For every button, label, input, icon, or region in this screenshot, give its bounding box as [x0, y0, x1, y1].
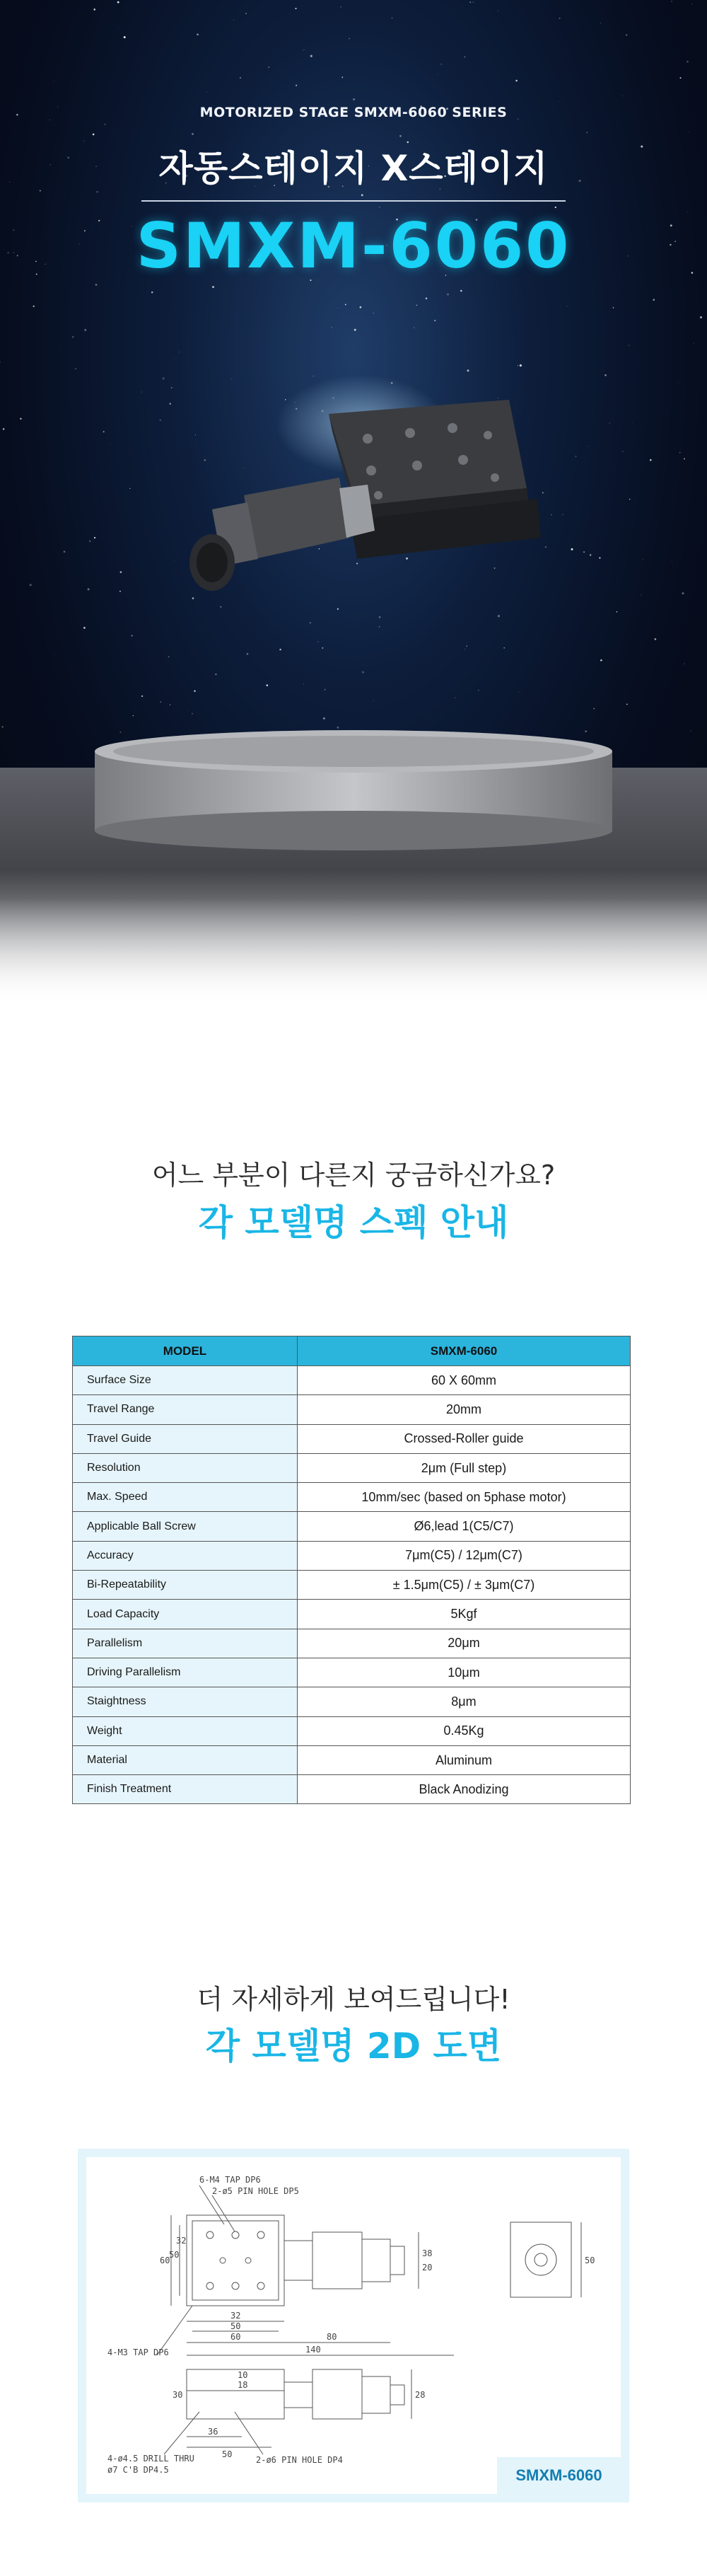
annotation-pin-hole-5: 2-ø5 PIN HOLE DP5: [212, 2186, 299, 2196]
dim-38: 38: [422, 2248, 433, 2258]
spec-row: [73, 1600, 631, 1629]
spec-table-header: [73, 1336, 631, 1366]
dim-140: 140: [305, 2345, 321, 2355]
spec-label: Material: [73, 1745, 298, 1774]
annotation-tap-m4: 6-M4 TAP DP6: [199, 2175, 261, 2185]
spec-row: [73, 1716, 631, 1745]
dim-50c: 50: [222, 2449, 233, 2459]
spec-row: [73, 1512, 631, 1541]
spec-value: 2μm (Full step): [298, 1453, 631, 1482]
dim-36: 36: [208, 2427, 218, 2437]
spec-value: 10μm: [298, 1658, 631, 1687]
annotation-drill: 4-ø4.5 DRILL THRU: [107, 2454, 194, 2464]
drawing-model-tag: SMXM-6060: [497, 2457, 621, 2494]
spec-value: Ø6,lead 1(C5/C7): [298, 1512, 631, 1541]
spec-table: [72, 1336, 631, 1804]
spec-value: 7μm(C5) / 12μm(C7): [298, 1541, 631, 1570]
dim-60b: 60: [230, 2332, 241, 2342]
spec-question: 어느 부분이 다른지 궁금하신가요?: [151, 1160, 556, 1191]
spec-row: [73, 1658, 631, 1687]
spec-row: [73, 1571, 631, 1600]
spec-value: Aluminum: [298, 1745, 631, 1774]
spec-label: Load Capacity: [73, 1600, 298, 1629]
spec-label: Accuracy: [73, 1541, 298, 1570]
spec-value: 0.45Kg: [298, 1716, 631, 1745]
spec-value: 5Kgf: [298, 1600, 631, 1629]
spec-row: [73, 1424, 631, 1453]
annotation-tap-m3: 4-M3 TAP DP6: [107, 2347, 169, 2357]
drawing-frame: [78, 2149, 629, 2502]
spec-label: Driving Parallelism: [73, 1658, 298, 1687]
spec-row: [73, 1483, 631, 1512]
dim-50: 50: [169, 2250, 180, 2260]
spec-heading: 각 모델명 스펙 안내: [198, 1202, 509, 1243]
spec-value: 20mm: [298, 1395, 631, 1424]
dim-32: 32: [230, 2311, 241, 2321]
header-model-label: MODEL: [73, 1336, 298, 1366]
dim-60: 60: [160, 2256, 170, 2265]
spec-row: [73, 1453, 631, 1482]
spec-row: [73, 1366, 631, 1395]
dim-18: 18: [238, 2380, 248, 2390]
drawing-heading: 각 모델명 2D 도면: [205, 2026, 502, 2067]
spec-row: [73, 1745, 631, 1774]
dim-10: 10: [238, 2370, 248, 2380]
spec-label: Surface Size: [73, 1366, 298, 1395]
stage-product-image: [0, 0, 707, 1005]
spec-label: Travel Guide: [73, 1424, 298, 1453]
annotation-pin-hole-6: 2-ø6 PIN HOLE DP4: [256, 2455, 343, 2465]
spec-value: ± 1.5μm(C5) / ± 3μm(C7): [298, 1571, 631, 1600]
dim-30: 30: [173, 2390, 183, 2400]
spec-value: Black Anodizing: [298, 1775, 631, 1804]
spec-label: Max. Speed: [73, 1483, 298, 1512]
dim-80: 80: [327, 2332, 337, 2342]
spec-value: 20μm: [298, 1629, 631, 1658]
dim-50d: 50: [585, 2256, 595, 2265]
spec-value: 8μm: [298, 1687, 631, 1716]
spec-row: [73, 1541, 631, 1570]
spec-value: 10mm/sec (based on 5phase motor): [298, 1483, 631, 1512]
spec-label: Resolution: [73, 1453, 298, 1482]
spec-row: [73, 1775, 631, 1804]
drawing-question: 더 자세하게 보여드립니다!: [197, 1984, 510, 2015]
spec-label: Applicable Ball Screw: [73, 1512, 298, 1541]
dim-50b: 50: [230, 2321, 241, 2331]
annotation-counterbore: ø7 C'B DP4.5: [107, 2465, 169, 2475]
series-caption: MOTORIZED STAGE SMXM-6060 SERIES: [199, 105, 508, 120]
spec-label: Staightness: [73, 1687, 298, 1716]
spec-label: Travel Range: [73, 1395, 298, 1424]
spec-label: Bi-Repeatability: [73, 1571, 298, 1600]
spec-row: [73, 1395, 631, 1424]
spec-value: Crossed-Roller guide: [298, 1424, 631, 1453]
technical-drawing: [86, 2157, 621, 2494]
spec-row: [73, 1687, 631, 1716]
spec-label: Finish Treatment: [73, 1775, 298, 1804]
spec-value: 60 X 60mm: [298, 1366, 631, 1395]
spec-label: Parallelism: [73, 1629, 298, 1658]
dim-28: 28: [415, 2390, 426, 2400]
model-name: SMXM-6060: [136, 209, 571, 282]
dim-20: 20: [422, 2263, 433, 2272]
hero-title: 자동스테이지 X스테이지: [158, 148, 549, 189]
dim-32b: 32: [176, 2236, 187, 2246]
spec-row: [73, 1629, 631, 1658]
hero-banner: [0, 0, 707, 1005]
spec-label: Weight: [73, 1716, 298, 1745]
header-model-value: SMXM-6060: [298, 1336, 631, 1366]
drawing-svg: [86, 2157, 621, 2494]
